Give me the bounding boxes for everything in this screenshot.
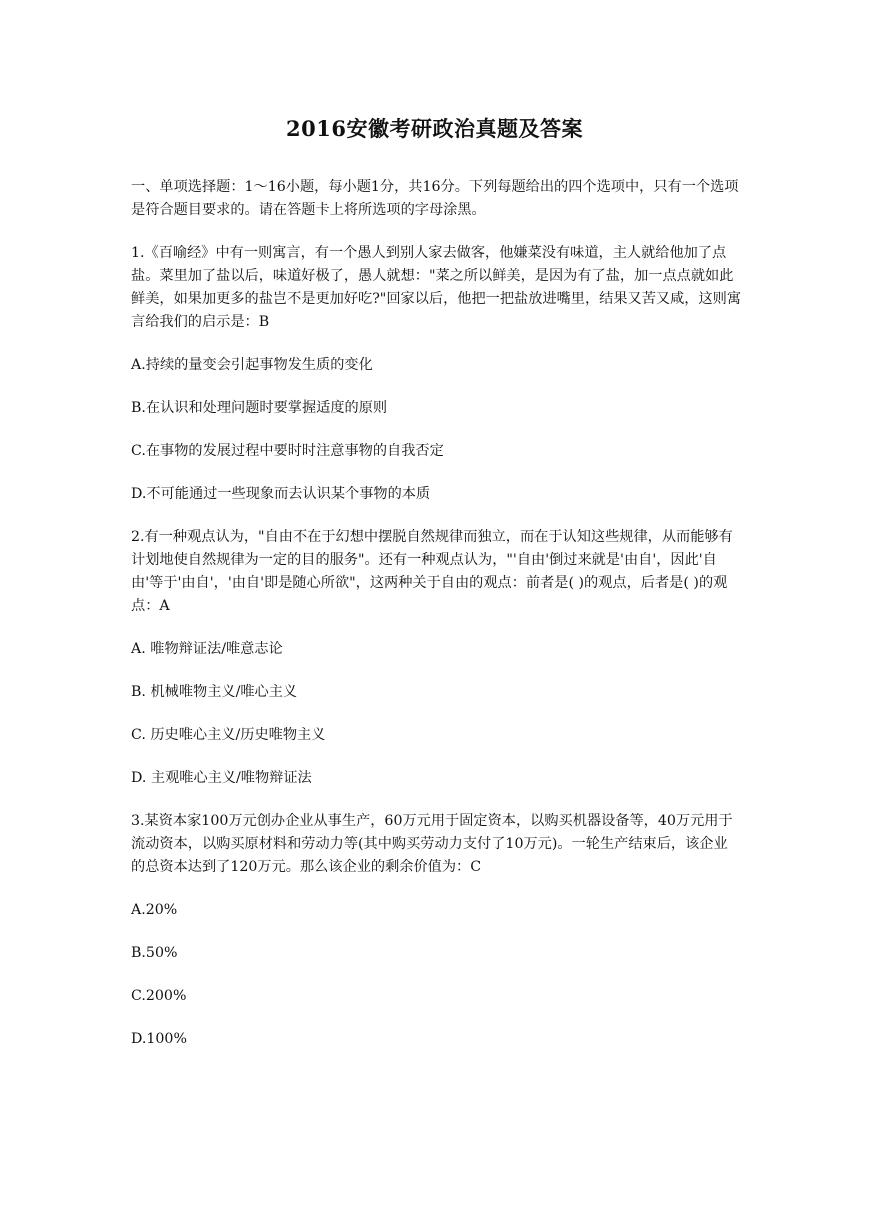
question-2-option-b: B. 机械唯物主义/唯心主义 bbox=[131, 684, 298, 700]
question-3-option-a: A.20% bbox=[131, 902, 178, 918]
question-2-text: 2.有一种观点认为，"自由不在于幻想中摆脱自然规律而独立，而在于认知这些规律，从而能够有计划地使自然规律为一定的目的服务"。还有一种观点认为，"'自由'倒过来就是'由自'，因此'自由'等于'由自'，'由自'即是随心所欲"，这两种关于自由的观点：前者是( )的观点，后者是( )的观点：A bbox=[131, 529, 733, 614]
question-2-option-d: D. 主观唯心主义/唯物辩证法 bbox=[131, 770, 312, 786]
question-1-option-d: D.不可能通过一些现象而去认识某个事物的本质 bbox=[131, 486, 431, 502]
question-3-option-d: D.100% bbox=[131, 1031, 187, 1047]
question-3-text: 3.某资本家100万元创办企业从事生产，60万元用于固定资本，以购买机器设备等，40万元用于流动资本，以购买原材料和劳动力等(其中购买劳动力支付了10万元)。一轮生产结束后，该企业的总资本达到了120万元。那么该企业的剩余价值为：C bbox=[131, 813, 733, 875]
question-1-text: 1.《百喻经》中有一则寓言，有一个愚人到别人家去做客，他嫌菜没有味道，主人就给他加了点盐。菜里加了盐以后，味道好极了，愚人就想："菜之所以鲜美，是因为有了盐，加一点点就如此鲜美，如果加更多的盐岂不是更加好吃?"回家以后，他把一把盐放进嘴里，结果又苦又咸，这则寓言给我们的启示是：B bbox=[131, 245, 742, 330]
question-2-option-c: C. 历史唯心主义/历史唯物主义 bbox=[131, 727, 326, 743]
document-body bbox=[131, 176, 741, 1071]
question-3-option-b: B.50% bbox=[131, 945, 178, 961]
question-1-option-a: A.持续的量变会引起事物发生质的变化 bbox=[131, 357, 373, 373]
question-1-option-b: B.在认识和处理问题时要掌握适度的原则 bbox=[131, 400, 388, 416]
question-3-option-c: C.200% bbox=[131, 988, 187, 1004]
page-title: 2016安徽考研政治真题及答案 bbox=[286, 116, 583, 141]
question-1-option-c: C.在事物的发展过程中要时时注意事物的自我否定 bbox=[131, 443, 444, 459]
section-intro: 一、单项选择题：1～16小题，每小题1分，共16分。下列每题给出的四个选项中，只有一个选项是符合题目要求的。请在答题卡上将所选项的字母涂黑。 bbox=[131, 179, 739, 218]
question-2-option-a: A. 唯物辩证法/唯意志论 bbox=[131, 641, 283, 657]
